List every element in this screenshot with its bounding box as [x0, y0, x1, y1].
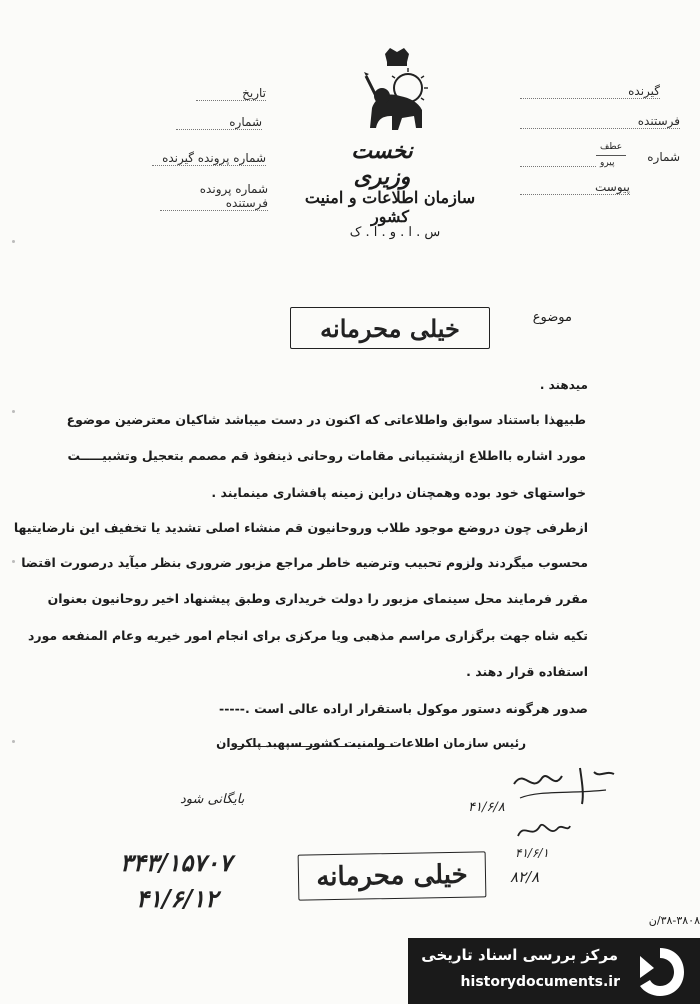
sender-file-label: شماره پرونده فرستنده — [160, 182, 268, 211]
salutation: میدهند . — [539, 378, 588, 392]
bottom-stamp — [298, 851, 487, 900]
subject-stamp — [290, 307, 490, 349]
ref-note-peiro: پیرو — [600, 158, 615, 168]
handwritten-signature-icon — [510, 760, 620, 810]
bottom-stamp-text: خیلی محرمانه — [316, 859, 468, 893]
watermark-banner — [408, 938, 700, 1004]
archive-code: ۳۸-۳۸۰۸/ن — [648, 914, 700, 927]
watermark-url: historydocuments.ir — [460, 974, 620, 990]
subject-label: موضوع — [532, 310, 572, 325]
scan-artifact — [12, 240, 15, 243]
body-line: تکیه شاه جهت برگزاری مراسم مذهبی ویا مرکزی برای انجام امور خیریه وعام المنفعه مورد — [27, 628, 588, 643]
date-label: تاریخ — [196, 86, 266, 101]
signature-strikethrough — [234, 746, 396, 747]
scan-artifact — [12, 560, 15, 563]
subject-stamp-text: خیلی محرمانه — [320, 313, 460, 343]
body-line: مورد اشاره بااطلاع ازپشتیبانی مقامات روحانی ذینفوذ قم مصمم بتعجیل وتشبیـــــت — [67, 448, 586, 463]
historydocuments-logo-icon — [632, 944, 688, 1000]
letterhead-code: س . ا . و . ا . ک — [349, 225, 441, 240]
signature-title: رئیس سازمان اطلاعات وامنیت کشور سپهبد پاکروان — [216, 736, 526, 750]
body-line: طبیهذا باستناد سوابق واطلاعاتی که اکنون در دست میباشد شاکیان معترضین موضوع — [66, 412, 586, 427]
watermark-name: مرکز بررسی اسناد تاریخی — [421, 946, 618, 964]
handwritten-ref-date: ۴۱/۶/۱۲ — [136, 884, 218, 913]
lion-and-sun-emblem-icon — [352, 46, 442, 138]
ref-note-atf: عطف — [600, 142, 623, 152]
scan-artifact — [12, 740, 15, 743]
letterhead-title: نخست وزیری — [351, 138, 413, 190]
ref-number-line — [520, 166, 596, 167]
body-line: خواستهای خود بوده وهمچنان دراین زمینه پافشاری مینمایند . — [211, 485, 586, 500]
handwritten-bottom-note: ۸۲/۸ — [510, 868, 540, 886]
body-line: ازطرفی چون دروضع موجود طلاب وروحانیون قم منشاء اصلی تشدید یا تخفیف این نارضایتیها — [13, 520, 588, 535]
body-line: استفاده قرار دهند . — [466, 664, 588, 679]
body-line: صدور هرگونه دستور موکول باستقرار اراده عالی است .----- — [219, 701, 588, 716]
handwritten-archive-note: بایگانی شود — [180, 792, 245, 807]
number-label: شماره — [176, 115, 262, 130]
handwritten-date-1: ۴۱/۶/۸ — [468, 800, 505, 815]
ref-number-label: شماره — [647, 150, 680, 164]
scan-artifact — [12, 410, 15, 413]
handwritten-date-2: ۴۱/۶/۱ — [515, 846, 549, 860]
body-line: مقرر فرمایند محل سینمای مزبور را دولت خریداری وطبق پیشنهاد اخیر روحانیون بعنوان — [47, 591, 588, 606]
body-line: محسوب میگردند ولزوم تحبیب وترضیه خاطر مراجع مزبور ضروری بنظر میآید درصورت اقتضا — [21, 555, 588, 570]
ref-divider — [596, 155, 626, 156]
attachment-label: پیوست — [520, 180, 630, 195]
receiver-file-label: شماره پرونده گیرنده — [152, 151, 266, 166]
letterhead-org: سازمان اطلاعات و امنیت کشور — [304, 188, 476, 226]
receiver-label: گیرنده — [520, 84, 660, 99]
sender-label: فرستنده — [520, 114, 680, 129]
handwritten-ref-number: ۳۴۳/۱۵۷۰۷ — [120, 848, 232, 877]
handwritten-initials-icon — [514, 816, 574, 846]
